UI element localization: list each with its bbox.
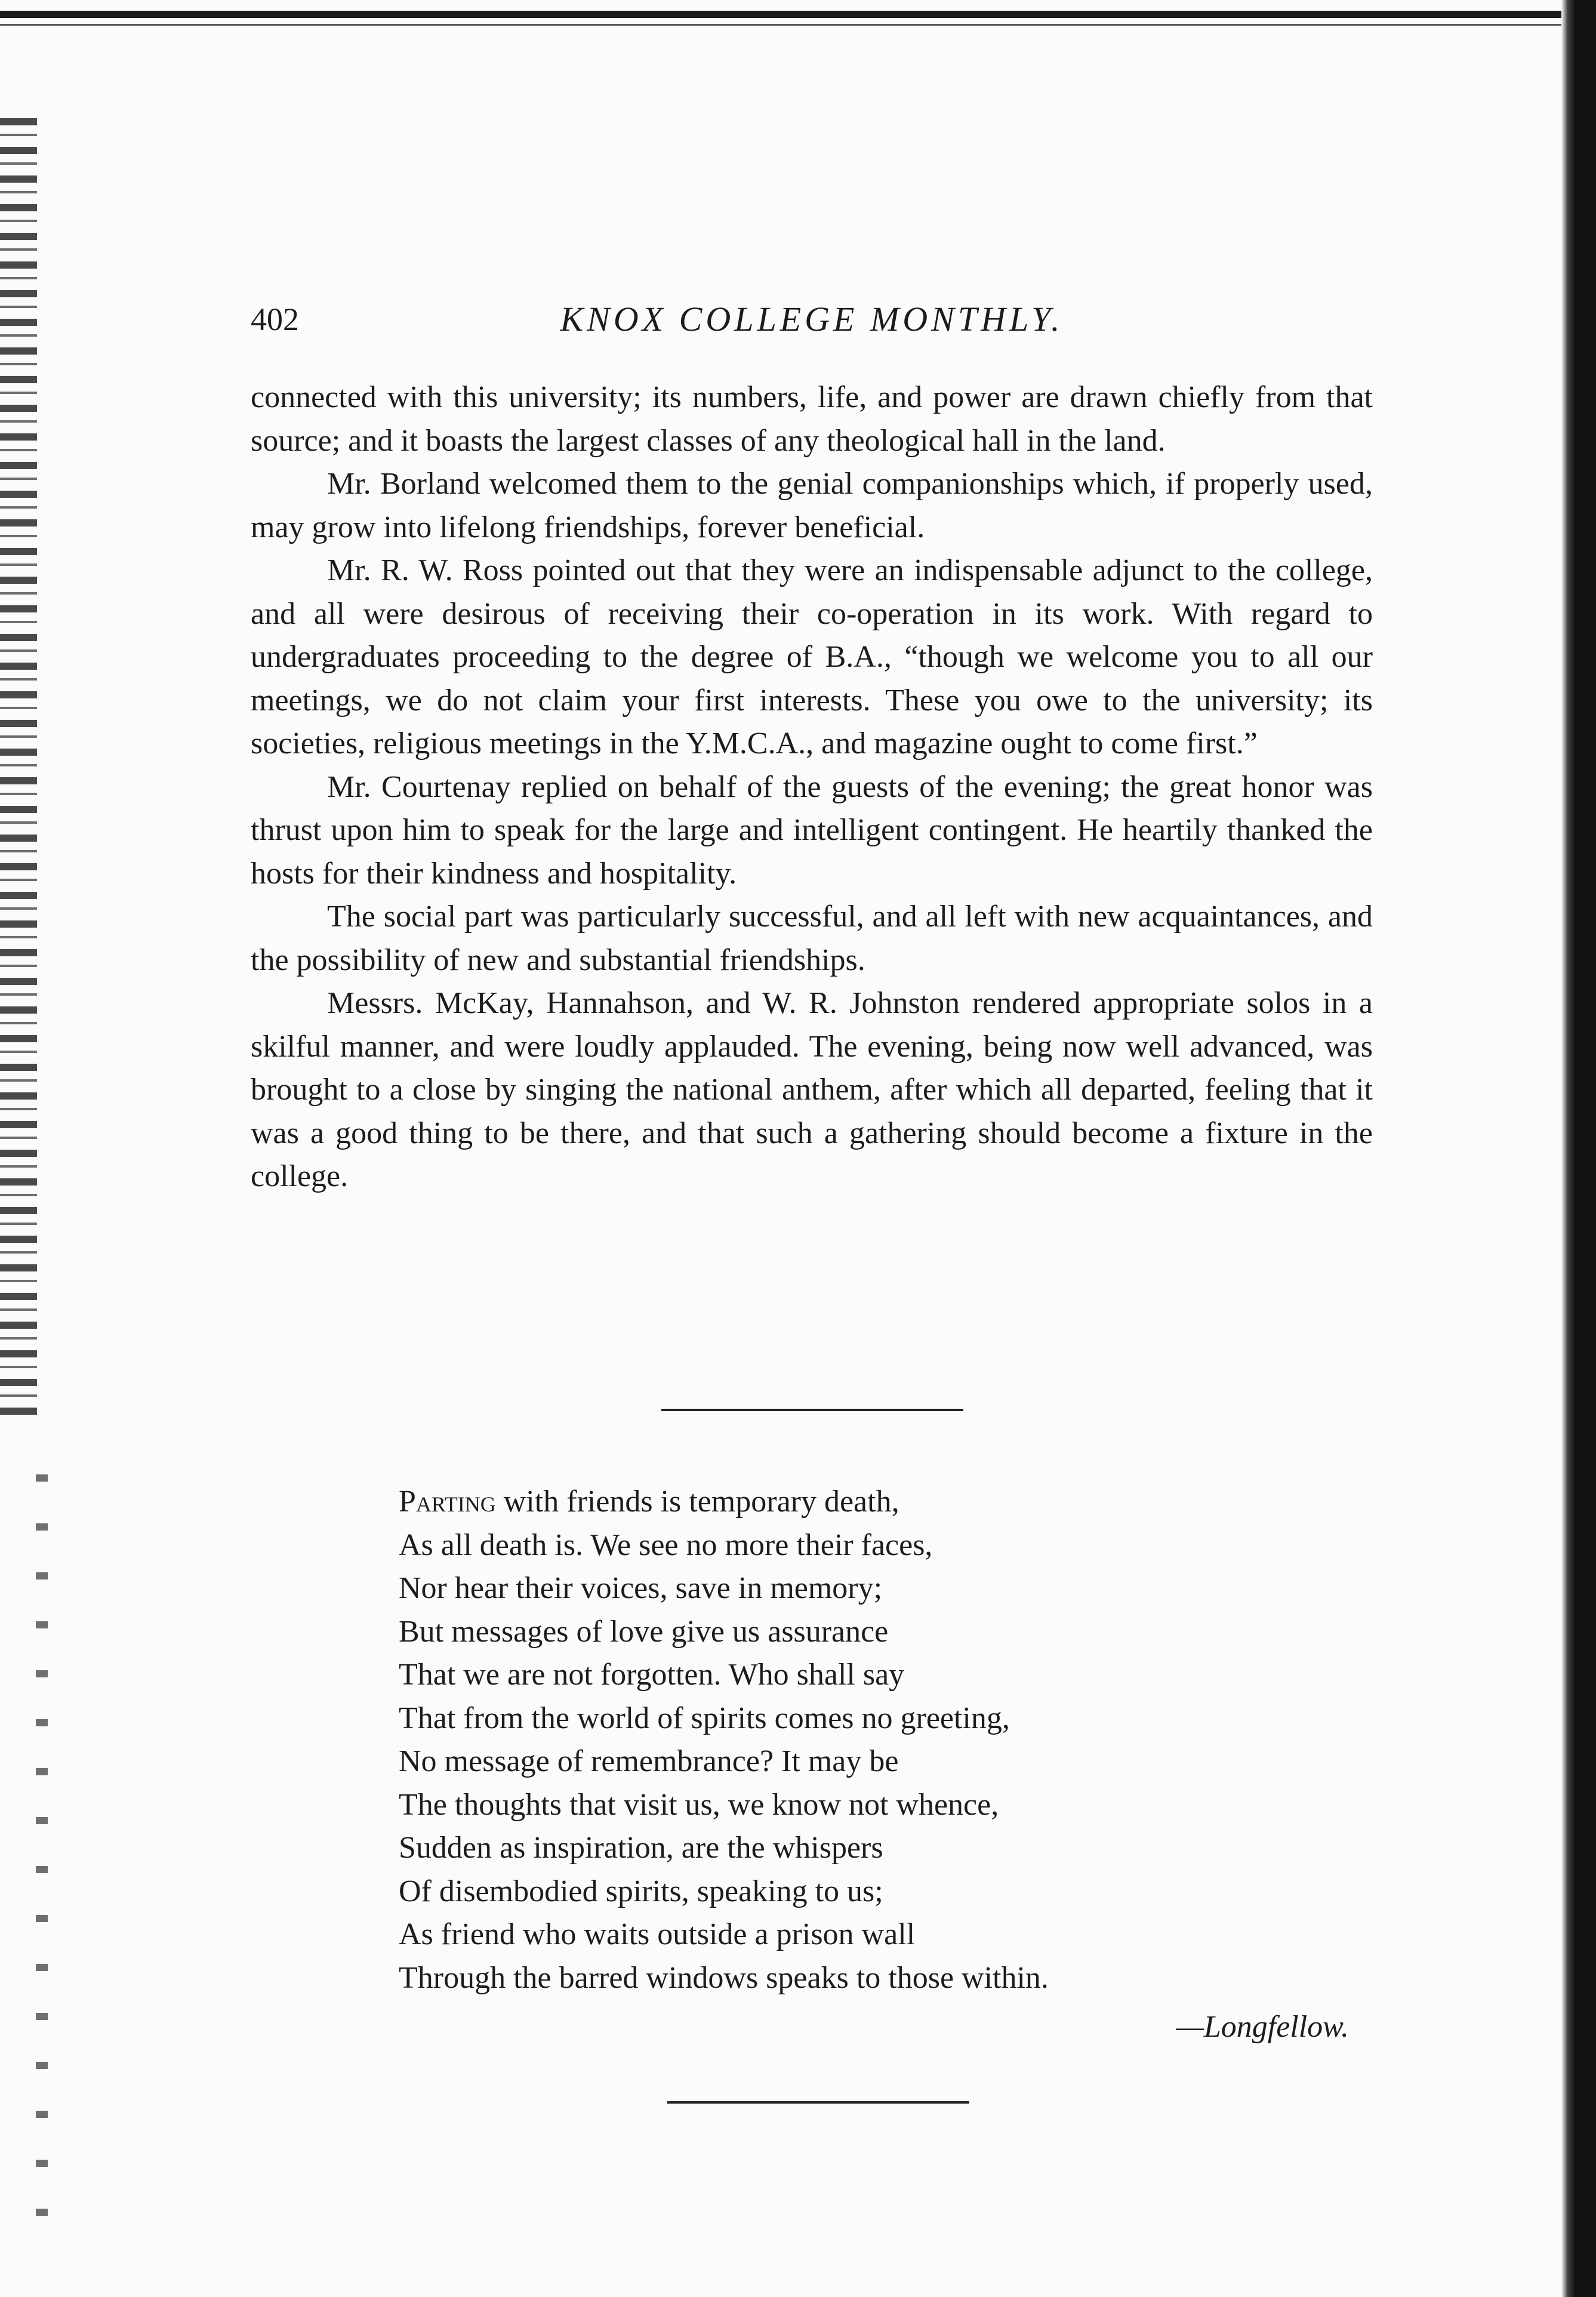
poem-line: No message of remembrance? It may be: [399, 1744, 899, 1778]
poem-line: Through the barred windows speaks to those within.: [399, 1960, 1049, 1995]
poem-line: That we are not forgotten. Who shall say: [399, 1658, 905, 1692]
poem-line: As friend who waits outside a prison wall: [399, 1917, 916, 1951]
running-title: KNOX COLLEGE MONTHLY.: [560, 300, 1064, 338]
article-body: [251, 376, 1373, 1199]
poem-attribution: —Longfellow.: [1176, 2010, 1349, 2044]
section-divider-end: [667, 2101, 969, 2104]
paragraph: connected with this university; its numbers, life, and power are drawn chiefly from that source; and it boasts the largest classes of any theological hall in the land.: [251, 380, 1373, 458]
page-header: [251, 292, 1373, 346]
poem-first-line-rest: with friends is temporary death,: [495, 1485, 899, 1519]
poem-line: [399, 1480, 1294, 1524]
paragraph: Messrs. McKay, Hannahson, and W. R. Johnston rendered appropriate solos in a skilful manner, and were loudly applauded. The evening, being now well advanced, was brought to a close by singing the national anthem, after which all departed, feeling that it was a good thing to be there, and that such a gathering should become a fixture in the college.: [251, 986, 1373, 1193]
poem-line: Sudden as inspiration, are the whispers: [399, 1831, 883, 1865]
poem-line: The thoughts that visit us, we know not whence,: [399, 1787, 999, 1822]
paragraph: Mr. Borland welcomed them to the genial companionships which, if properly used, may grow into lifelong friendships, forever beneficial.: [251, 467, 1373, 544]
paragraph: The social part was particularly successful, and all left with new acquaintances, and the possibility of new and substantial friendships.: [251, 900, 1373, 977]
poem-line: Nor hear their voices, save in memory;: [399, 1571, 883, 1605]
poem-first-word: Parting: [399, 1485, 496, 1519]
binding-gutter-dots: [36, 1433, 48, 2256]
poem: [399, 1480, 1294, 2000]
poem-line: Of disembodied spirits, speaking to us;: [399, 1874, 883, 1908]
poem-line: That from the world of spirits comes no greeting,: [399, 1701, 1010, 1735]
page-edge-shadow: [1561, 0, 1596, 2297]
poem-line: As all death is. We see no more their faces,: [399, 1528, 933, 1562]
top-border-rule: [0, 11, 1596, 18]
poem-line: But messages of love give us assurance: [399, 1614, 889, 1649]
binding-gutter-marks: [0, 107, 37, 1421]
page-number: 402: [251, 301, 299, 337]
paragraph: Mr. R. W. Ross pointed out that they were an indispensable adjunct to the college, and all were desirous of receiving their co-operation in its work. With regard to undergraduates proceeding to the degree of B.A., “though we welcome you to all our meetings, we do not claim your first interests. These you owe to the university; its societies, religious meetings in the Y.M.C.A., and magazine ought to come first.”: [251, 553, 1373, 760]
section-divider: [661, 1409, 963, 1411]
paragraph: Mr. Courtenay replied on behalf of the guests of the evening; the great honor was thrust upon him to speak for the large and intelligent contingent. He heartily thanked the hosts for their kindness and hospitality.: [251, 769, 1373, 891]
top-border-rule-thin: [0, 24, 1596, 26]
